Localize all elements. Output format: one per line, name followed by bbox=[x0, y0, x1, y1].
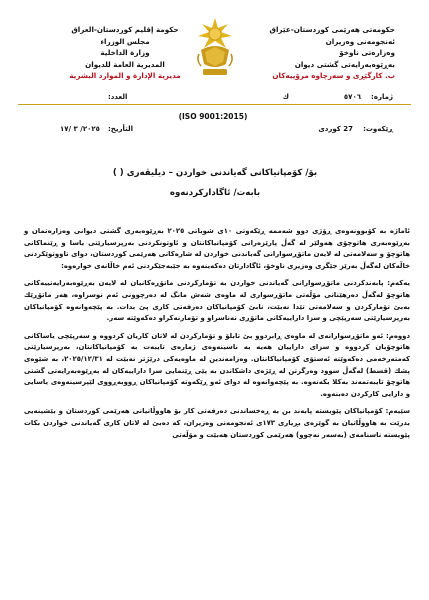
date-left-label: التأريخ: bbox=[108, 125, 134, 133]
subject-line: بابەت/ ئاگاداركردنەوە bbox=[169, 188, 261, 198]
number-value: ٥٧٠٦ bbox=[343, 93, 361, 101]
item-one-paragraph bbox=[24, 278, 410, 324]
header-divider bbox=[18, 104, 411, 105]
date-right-label: ڕێكەوت: bbox=[363, 125, 393, 133]
header-arabic bbox=[60, 24, 190, 82]
kurdistan-emblem-icon bbox=[193, 16, 237, 80]
intro-paragraph: ئاماژە بە كۆبوونەوەى ڕۆژى دوو شەممە ڕێكەوتى ١٠ى شوباتى ٢٠٢٥ بەڕێوەبەرى گشتى دیوانى وەزارەتمان و بەڕێوەبەرى هاتوچۆى هەولێر لە گەڵ پارێزەرانى كۆمپانیاكانتان و ئاوتونكردنى بەرپرسيارێتى یاسا و ڕێنماكانى هاتوچۆ و سەلامەتى لە لایەن ماتۆڕسوارانى گەیاندنى خواردن لە شارەكانى هەرێمى كوردستان، دواى تاووتوێكردنى خاڵەكان لەگەڵ بەرێز جێگرى وەزیرى ناوخۆ، ئاگادارتان دەكەینەوە بە جێبەجێكردنى ئەم خاڵانەى خوارەوە: bbox=[24, 227, 410, 270]
item-one-label: یەكەم: bbox=[387, 279, 411, 288]
header-kurdish-line: حكومەتى هەرێمى كوردستان-عێراق bbox=[269, 25, 395, 34]
header-arabic-department: مديرية الإدارة و الموارد البشرية bbox=[69, 71, 181, 80]
header-kurdish-line: ئەنجومەنى وەزیران bbox=[325, 36, 395, 46]
iso-certification: (ISO 9001:2015) bbox=[178, 112, 248, 121]
header-kurdish-line: وەزارەتى ناوخۆ bbox=[339, 48, 395, 57]
header-arabic-line: وزارة الداخلية bbox=[100, 48, 150, 57]
number-left-label: العدد: bbox=[108, 93, 128, 101]
letter-body bbox=[24, 226, 410, 447]
item-two-label: دووەم: bbox=[386, 331, 410, 340]
header-kurdish-line: بەڕێوەبەرایەتى گشتى دیوان bbox=[294, 59, 395, 69]
item-three-paragraph bbox=[24, 406, 410, 441]
item-two-paragraph bbox=[24, 331, 410, 401]
item-three-text: كۆمپانیاكان پێویستە پابەند بن بە ڕەخساندنى دەرفەتى كار بۆ هاووڵاتیانى هەرێمى كوردستان و بێشینەیى بدرێت بە هاووڵاتیان بە گوێرەى بڕیارى ١٧٣ى ئەنجومەنى وەزیران، كە دەبێ لە لاتان كارى گەیاندنى خواردن بكات پێویستە ناسنامەى (بەسەر نەچوو) هەرێمى كوردستان هەبێت و مۆڵەتى bbox=[24, 407, 411, 439]
header-arabic-line: مجلس الوزراء bbox=[100, 36, 150, 46]
header-kurdish-department: ب. كارگێڕى و سەرچاوە مرۆیيەكان bbox=[272, 71, 395, 80]
number-label: ژمارە: bbox=[371, 93, 393, 101]
number-suffix: ك bbox=[282, 93, 289, 101]
recipient-line: بۆ/ كۆمپانیاكانى گەیاندنى خواردن – دیلیڤەرى ( ) bbox=[112, 168, 318, 178]
item-one-text: پابەندكردنى ماتۆڕسوارانى گەیاندنى خواردن بە تۆماركردنى ماتۆڕەكانیان لە لایەن بەڕێوەبەرایەتییەكانى هاتوچۆ لەگەڵ دەرهێنانى مۆڵەتى ماتۆڕسوارى لە ماوەى شەش مانگ لە دەرچوونى ئەم نوسراوە، هەر ماتۆڕێك بەبێ تۆماركردن و سەلامەتى تێدا نەبێت، نابێ كۆمپانیاكان دەرفەتى كارى پێ بدات. بە پێچەوانەوە كۆمپانیاكان بەرپرسیارێتى سەرپێچى و سزا داراییەكانى ماتۆڕى نەناسراو و تۆمارنەكراو دەكەوێتە سەر. bbox=[24, 279, 410, 323]
date-left-value: ٢٠٢٥/ ٣ /١٧ bbox=[60, 125, 100, 133]
item-two-text: ئەو ماتۆڕسوارانەى لە ماوەى ڕابردوو بێ تابلۆ و تۆماركردن لە لاتان كاریان كردووە و سەرپێچى یاساكانى هاتوچۆیان كردووە و سزاى داراییان هەیە بە ناسینەوەى ژمارەى تایبەت بە كۆمپانیاكانتان، بەرپرسيارێتى كەمتەرخەمى دەكەوێتە ئەستۆى كۆمپانیاكانتان. وەزامەندین لە ماوەیەكى درێژتر نەبێت لە ٢٠٢٥/١٢/٣١، بە شێوەى پشك (قسط) لەگەڵ سوود وەرگرتن لە ڕێژەى داشكاندن بە پێى ڕێنمایى سزا داراییەكان لە بەڕێوەبەرایەتى گشتى هاتوچۆ تایبەتمەند بەكلا بكەنەوە. بە پێچەوانەوە لە دواى ئەو ڕێكەوتە كۆمپانیاكان ڕووبەڕووى لێپرسینەوەى یاسایى و دارایى كاركردن دەبنەوە. bbox=[24, 331, 410, 398]
header-arabic-line: حكومة إقليم كوردستان-العراق bbox=[71, 25, 179, 34]
date-right-value: 27 كوردى bbox=[318, 125, 353, 133]
header-arabic-line: المديرية العامة للديوان bbox=[85, 59, 165, 69]
header-kurdish bbox=[265, 24, 395, 82]
item-three-label: سێیەم: bbox=[385, 407, 410, 416]
